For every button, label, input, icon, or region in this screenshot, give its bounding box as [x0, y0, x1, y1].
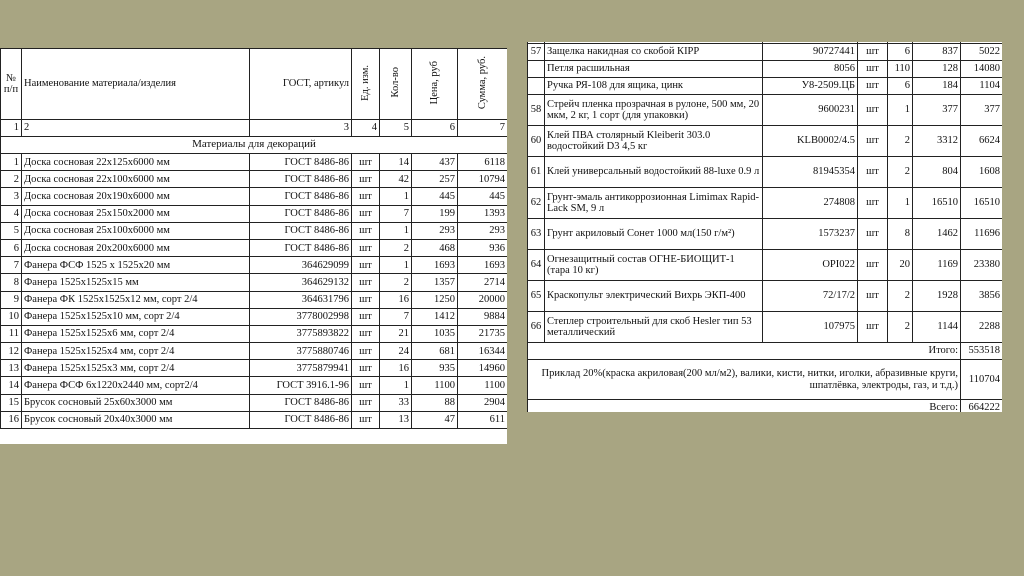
row-gost: ГОСТ 8486-86 [250, 171, 352, 188]
row-unit: шт [352, 291, 380, 308]
row-sum: 6624 [961, 126, 1003, 157]
row-gost: 3775893822 [250, 325, 352, 342]
row-qty: 1 [380, 188, 412, 205]
row-gost: 364629099 [250, 257, 352, 274]
row-name: Фанера ФСФ 1525 x 1525x20 мм [22, 257, 250, 274]
row-price: 1144 [913, 312, 961, 343]
row-article: KLB0002/4.5 [763, 126, 858, 157]
row-price: 16510 [913, 188, 961, 219]
row-name: Брусок сосновый 25x60x3000 мм [22, 394, 250, 411]
row-unit: шт [858, 44, 888, 61]
row-unit: шт [352, 171, 380, 188]
table-row [1, 343, 508, 360]
row-sum: 14080 [961, 61, 1003, 78]
row-gost: 364629132 [250, 274, 352, 291]
row-unit: шт [352, 188, 380, 205]
row-gost: 3778002998 [250, 308, 352, 325]
numbering-cell: 1 [1, 120, 22, 137]
row-sum: 23380 [961, 250, 1003, 281]
row-article: 72/17/2 [763, 281, 858, 312]
row-price: 3312 [913, 126, 961, 157]
row-price: 184 [913, 78, 961, 95]
row-sum: 3856 [961, 281, 1003, 312]
row-qty: 2 [380, 274, 412, 291]
itogo-label: Итого: [528, 343, 961, 360]
row-number: 60 [528, 126, 545, 157]
row-unit: шт [858, 61, 888, 78]
section-title: Материалы для декораций [1, 137, 508, 154]
row-qty: 2 [888, 312, 913, 343]
row-price: 681 [412, 343, 458, 360]
row-qty: 16 [380, 291, 412, 308]
row-qty: 21 [380, 325, 412, 342]
row-sum: 936 [458, 239, 508, 256]
row-qty: 20 [888, 250, 913, 281]
row-sum: 9884 [458, 308, 508, 325]
numbering-row [1, 120, 508, 137]
row-number: 66 [528, 312, 545, 343]
row-qty: 8 [888, 219, 913, 250]
row-sum: 445 [458, 188, 508, 205]
row-price: 1035 [412, 325, 458, 342]
row-number: 5 [1, 222, 22, 239]
right-spreadsheet [527, 42, 1002, 412]
numbering-cell: 2 [22, 120, 250, 137]
row-qty: 6 [888, 44, 913, 61]
row-number: 9 [1, 291, 22, 308]
row-sum: 20000 [458, 291, 508, 308]
row-price: 1412 [412, 308, 458, 325]
row-qty: 2 [380, 239, 412, 256]
row-name: Доска сосновая 22x125x6000 мм [22, 154, 250, 171]
row-name: Фанера 1525x1525x4 мм, сорт 2/4 [22, 343, 250, 360]
row-price: 293 [412, 222, 458, 239]
vsego-value: 664222 [961, 400, 1003, 413]
row-number: 1 [1, 154, 22, 171]
row-qty: 1 [380, 257, 412, 274]
section-row [1, 137, 508, 154]
table-row [1, 360, 508, 377]
row-sum: 2714 [458, 274, 508, 291]
row-unit: шт [858, 281, 888, 312]
itogo-value: 553518 [961, 343, 1003, 360]
row-price: 437 [412, 154, 458, 171]
prikl-value: 110704 [961, 360, 1003, 400]
table-row [528, 250, 1003, 281]
row-number: 57 [528, 44, 545, 61]
row-name: Стрейч пленка прозрачная в рулоне, 500 мм, 20 мкм, 2 кг, 1 сорт (для упаковки) [545, 95, 763, 126]
row-unit: шт [352, 239, 380, 256]
row-sum: 10794 [458, 171, 508, 188]
row-price: 47 [412, 411, 458, 428]
table-row [1, 308, 508, 325]
row-price: 257 [412, 171, 458, 188]
prikl-text: Приклад 20%(краска акриловая(200 мл/м2), валики, кисти, нитки, иголки, абразивные круги, шпатлёвка, электроды, газ, и т.д.) [528, 360, 961, 400]
row-number: 12 [1, 343, 22, 360]
row-gost: ГОСТ 8486-86 [250, 154, 352, 171]
row-article: 90727441 [763, 44, 858, 61]
row-unit: шт [858, 250, 888, 281]
row-unit: шт [352, 274, 380, 291]
row-sum: 1693 [458, 257, 508, 274]
table-row [1, 377, 508, 394]
row-sum: 16344 [458, 343, 508, 360]
itogo-row [528, 343, 1003, 360]
header-row [1, 49, 508, 120]
row-sum: 21735 [458, 325, 508, 342]
table-row [1, 171, 508, 188]
row-name: Доска сосновая 20x190x6000 мм [22, 188, 250, 205]
row-qty: 24 [380, 343, 412, 360]
row-unit: шт [352, 343, 380, 360]
row-article: 274808 [763, 188, 858, 219]
row-name: Фанера 1525x1525x3 мм, сорт 2/4 [22, 360, 250, 377]
row-qty: 1 [888, 95, 913, 126]
materials-body [1, 154, 508, 429]
row-number: 8 [1, 274, 22, 291]
row-number: 10 [1, 308, 22, 325]
row-unit: шт [352, 205, 380, 222]
row-qty: 1 [380, 377, 412, 394]
row-number [528, 78, 545, 95]
row-number: 2 [1, 171, 22, 188]
row-unit: шт [352, 257, 380, 274]
numbering-cell: 6 [412, 120, 458, 137]
row-number [528, 61, 545, 78]
row-gost: ГОСТ 8486-86 [250, 205, 352, 222]
row-name: Петля расшильная [545, 61, 763, 78]
row-number: 61 [528, 157, 545, 188]
row-number: 16 [1, 411, 22, 428]
row-sum: 11696 [961, 219, 1003, 250]
row-gost: ГОСТ 3916.1-96 [250, 377, 352, 394]
row-unit: шт [858, 157, 888, 188]
table-row [528, 157, 1003, 188]
row-gost: ГОСТ 8486-86 [250, 239, 352, 256]
row-number: 11 [1, 325, 22, 342]
row-name: Грунт акриловый Сонет 1000 мл(150 г/м²) [545, 219, 763, 250]
row-number: 14 [1, 377, 22, 394]
row-name: Защелка накидная со скобой КIPP [545, 44, 763, 61]
row-unit: шт [352, 154, 380, 171]
row-qty: 1 [380, 222, 412, 239]
row-name: Клей универсальный водостойкий 88-luxe 0.9 л [545, 157, 763, 188]
row-price: 1100 [412, 377, 458, 394]
row-number: 4 [1, 205, 22, 222]
row-unit: шт [352, 308, 380, 325]
materials-table [0, 48, 507, 429]
table-row [528, 61, 1003, 78]
table-row [1, 411, 508, 428]
header-qty: Кол-во [389, 67, 401, 98]
header-gost: ГОСТ, артикул [250, 49, 352, 120]
row-qty: 7 [380, 205, 412, 222]
row-qty: 2 [888, 281, 913, 312]
row-unit: шт [352, 325, 380, 342]
row-unit: шт [352, 411, 380, 428]
row-name: Фанера 1525x1525x6 мм, сорт 2/4 [22, 325, 250, 342]
row-qty: 16 [380, 360, 412, 377]
header-price: Цена, руб [428, 60, 440, 105]
table-row [1, 394, 508, 411]
row-qty: 42 [380, 171, 412, 188]
row-qty: 7 [380, 308, 412, 325]
table-row [528, 219, 1003, 250]
row-name: Фанера 1525x1525x10 мм, сорт 2/4 [22, 308, 250, 325]
row-unit: шт [352, 394, 380, 411]
table-row [528, 78, 1003, 95]
row-qty: 33 [380, 394, 412, 411]
row-sum: 1104 [961, 78, 1003, 95]
row-unit: шт [858, 126, 888, 157]
row-name: Доска сосновая 25x100x6000 мм [22, 222, 250, 239]
numbering-cell: 7 [458, 120, 508, 137]
row-price: 935 [412, 360, 458, 377]
table-row [1, 239, 508, 256]
row-sum: 16510 [961, 188, 1003, 219]
row-name: Огнезащитный состав ОГНЕ-БИОЩИТ-1 (тара 10 кг) [545, 250, 763, 281]
row-name: Доска сосновая 25x150x2000 мм [22, 205, 250, 222]
row-name: Доска сосновая 20x200x6000 мм [22, 239, 250, 256]
table-row [528, 188, 1003, 219]
row-sum: 1393 [458, 205, 508, 222]
row-sum: 2904 [458, 394, 508, 411]
header-unit: Ед. изм. [359, 64, 371, 101]
row-qty: 13 [380, 411, 412, 428]
row-number: 62 [528, 188, 545, 219]
row-qty: 2 [888, 157, 913, 188]
row-unit: шт [858, 78, 888, 95]
table-row [1, 188, 508, 205]
row-sum: 377 [961, 95, 1003, 126]
row-gost: ГОСТ 8486-86 [250, 222, 352, 239]
row-article: 8056 [763, 61, 858, 78]
row-price: 1169 [913, 250, 961, 281]
table-row [1, 154, 508, 171]
row-qty: 2 [888, 126, 913, 157]
numbering-cell: 5 [380, 120, 412, 137]
row-article: 9600231 [763, 95, 858, 126]
row-number: 13 [1, 360, 22, 377]
table-row [528, 312, 1003, 343]
vsego-label: Всего: [528, 400, 961, 413]
table-row [1, 291, 508, 308]
row-name: Ручка РЯ-108 для ящика, цинк [545, 78, 763, 95]
row-qty: 1 [888, 188, 913, 219]
row-price: 445 [412, 188, 458, 205]
row-sum: 1608 [961, 157, 1003, 188]
row-price: 468 [412, 239, 458, 256]
table-row [528, 95, 1003, 126]
row-sum: 5022 [961, 44, 1003, 61]
row-qty: 6 [888, 78, 913, 95]
row-article: OPI022 [763, 250, 858, 281]
row-number: 15 [1, 394, 22, 411]
row-price: 377 [913, 95, 961, 126]
numbering-cell: 4 [352, 120, 380, 137]
row-name: Клей ПВА столярный Kleiberit 303.0 водостойкий D3 4,5 кг [545, 126, 763, 157]
row-sum: 1100 [458, 377, 508, 394]
row-sum: 611 [458, 411, 508, 428]
row-qty: 110 [888, 61, 913, 78]
row-number: 64 [528, 250, 545, 281]
row-unit: шт [352, 360, 380, 377]
numbering-cell: 3 [250, 120, 352, 137]
row-name: Фанера ФСФ 6x1220x2440 мм, сорт2/4 [22, 377, 250, 394]
row-name: Грунт-эмаль антикоррозионная Limimax Rapid-Lack SM, 9 л [545, 188, 763, 219]
row-name: Краскопульт электрический Вихрь ЭКП-400 [545, 281, 763, 312]
header-n: № п/п [1, 49, 22, 120]
row-gost: ГОСТ 8486-86 [250, 188, 352, 205]
left-spreadsheet [0, 48, 507, 444]
row-number: 58 [528, 95, 545, 126]
table-row [1, 205, 508, 222]
row-number: 7 [1, 257, 22, 274]
row-price: 837 [913, 44, 961, 61]
row-price: 804 [913, 157, 961, 188]
row-sum: 2288 [961, 312, 1003, 343]
vsego-row [528, 400, 1003, 413]
row-price: 1357 [412, 274, 458, 291]
table-row [1, 274, 508, 291]
table-row [1, 325, 508, 342]
row-number: 6 [1, 239, 22, 256]
row-number: 63 [528, 219, 545, 250]
row-unit: шт [352, 222, 380, 239]
row-name: Фанера 1525x1525x15 мм [22, 274, 250, 291]
row-number: 65 [528, 281, 545, 312]
row-gost: ГОСТ 8486-86 [250, 394, 352, 411]
row-price: 1462 [913, 219, 961, 250]
row-price: 1250 [412, 291, 458, 308]
row-number: 3 [1, 188, 22, 205]
materials-table-continued [527, 42, 1002, 412]
header-sum: Сумма, руб. [476, 55, 488, 110]
row-article: 107975 [763, 312, 858, 343]
row-sum: 6118 [458, 154, 508, 171]
row-price: 88 [412, 394, 458, 411]
table-row [528, 281, 1003, 312]
row-name: Доска сосновая 22x100x6000 мм [22, 171, 250, 188]
row-gost: 364631796 [250, 291, 352, 308]
table-row [1, 257, 508, 274]
row-unit: шт [858, 95, 888, 126]
row-article: 1573237 [763, 219, 858, 250]
row-gost: 3775879941 [250, 360, 352, 377]
row-qty: 14 [380, 154, 412, 171]
materials-body-continued [528, 44, 1003, 343]
table-row [528, 126, 1003, 157]
row-name: Брусок сосновый 20x40x3000 мм [22, 411, 250, 428]
row-price: 199 [412, 205, 458, 222]
row-sum: 293 [458, 222, 508, 239]
row-gost: 3775880746 [250, 343, 352, 360]
row-article: У8-2509.ЦБ [763, 78, 858, 95]
prikl-row [528, 360, 1003, 400]
row-unit: шт [858, 188, 888, 219]
table-row [1, 222, 508, 239]
row-sum: 14960 [458, 360, 508, 377]
row-price: 128 [913, 61, 961, 78]
row-gost: ГОСТ 8486-86 [250, 411, 352, 428]
table-row [528, 44, 1003, 61]
row-unit: шт [858, 219, 888, 250]
row-article: 81945354 [763, 157, 858, 188]
row-name: Степлер строительный для скоб Hesler тип 53 металлический [545, 312, 763, 343]
row-unit: шт [352, 377, 380, 394]
header-name: Наименование материала/изделия [22, 49, 250, 120]
row-name: Фанера ФК 1525x1525x12 мм, сорт 2/4 [22, 291, 250, 308]
row-unit: шт [858, 312, 888, 343]
row-price: 1928 [913, 281, 961, 312]
row-price: 1693 [412, 257, 458, 274]
